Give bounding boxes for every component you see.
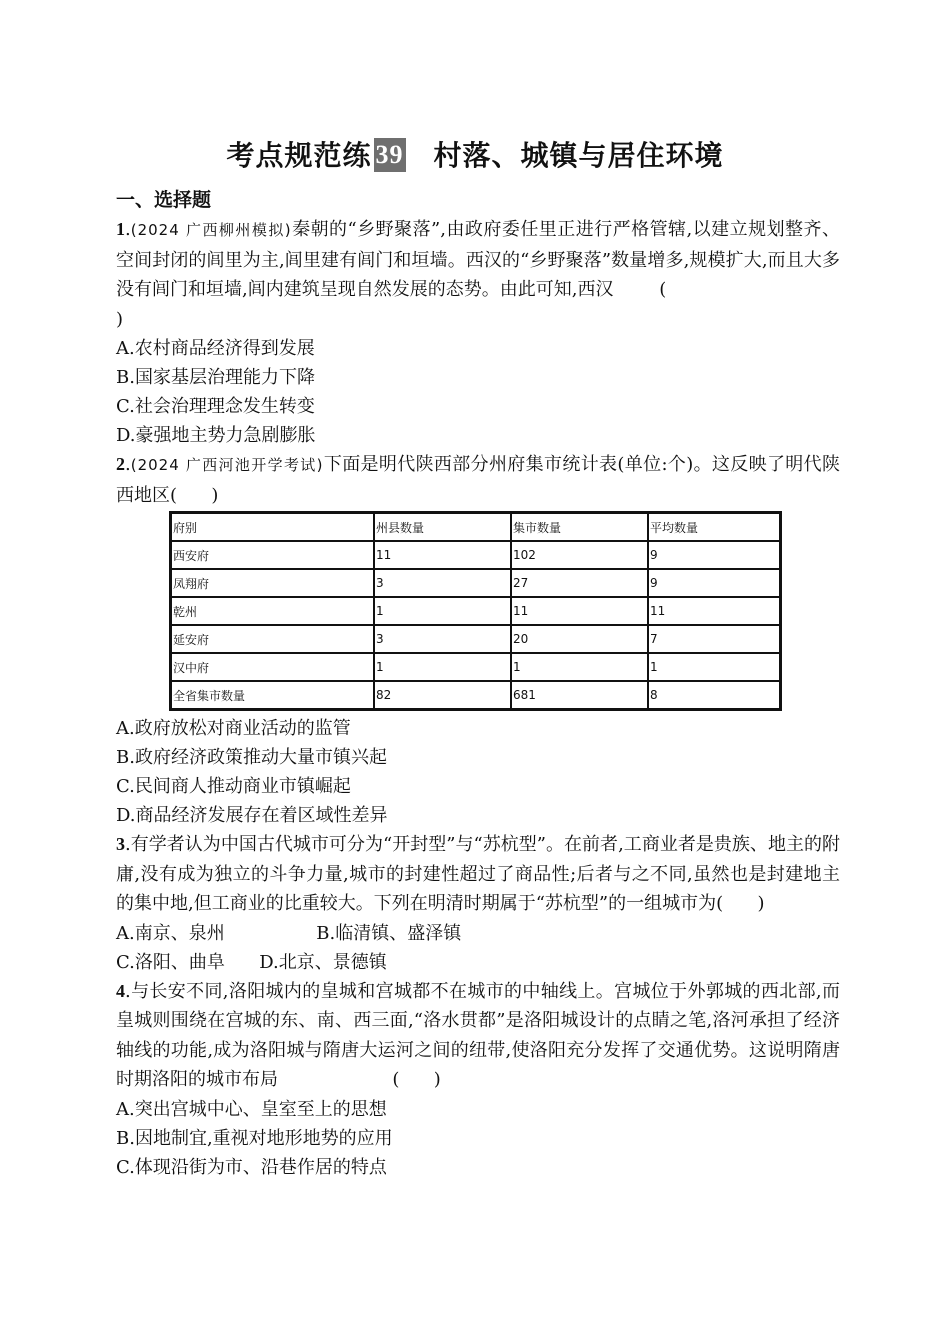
table-cell: 3 [374,625,511,653]
table-cell: 8 [648,681,781,710]
question-2-stem: 2.(2024 广西河池开学考试)下面是明代陕西部分州府集市统计表(单位:个)。这反映了明代陕西地区( ) [116,454,840,506]
question-1-text: 秦朝的“乡野聚落”,由政府委任里正进行严格管辖,以建立规划整齐、空间封闭的闾里为主,闾里建有闾门和垣墙。西汉的“乡野聚落”数量增多,规模扩大,而且大多没有闾门和垣墙,闾内建筑呈现自然发展的态势。由此可知,西汉 [116,219,840,300]
table-cell: 3 [374,569,511,597]
question-content [116,185,840,1182]
table-cell: 9 [648,541,781,569]
table-cell: 西安府 [171,541,375,569]
question-3-text: .有学者认为中国古代城市可分为“开封型”与“苏杭型”。在前者,工商业者是贵族、地主的附庸,没有成为独立的斗争力量,城市的封建性超过了商品性;后者与之不同,虽然也是封建地主的集中地,但工商业的比重较大。下列在明清时期属于“苏杭型”的一组城市为 [116,834,840,914]
table-cell: 1 [511,653,648,681]
page-title [0,136,950,176]
question-3-option-d: D.北京、景德镇 [259,951,387,973]
title-left: 考点规范练 [226,139,372,172]
question-3-option-a: A.南京、泉州 [116,922,225,944]
table-row [171,597,781,625]
table-row [171,625,781,653]
table-cell: 9 [648,569,781,597]
question-1-number: 1 [116,219,125,239]
table-header-cell: 州县数量 [374,513,511,542]
table-row [171,653,781,681]
question-4-option-a: A.突出宫城中心、皇室至上的思想 [116,1098,387,1120]
table-cell: 11 [374,541,511,569]
table-cell: 11 [511,597,648,625]
table-cell: 11 [648,597,781,625]
table-row [171,569,781,597]
question-2-answer-paren: ( ) [170,484,219,506]
question-3-number: 3 [116,834,125,854]
question-1-stem: 1.(2024 广西柳州模拟)秦朝的“乡野聚落”,由政府委任里正进行严格管辖,以建立规划整齐、空间封闭的闾里为主,闾里建有闾门和垣墙。西汉的“乡野聚落”数量增多,规模扩大,而且大多没有闾门和垣墙,闾内建筑呈现自然发展的态势。由此可知,西汉 ( ) [116,219,840,330]
table-header-cell: 集市数量 [511,513,648,542]
question-4-number: 4 [116,980,125,1001]
question-2-option-d: D.商品经济发展存在着区域性差异 [116,805,388,826]
table-header-row [171,513,781,542]
table-cell: 82 [374,681,511,710]
question-2-option-a: A.政府放松对商业活动的监管 [116,718,351,739]
question-1-option-d: D.豪强地主势力急剧膨胀 [116,425,316,446]
question-1-option-c: C.社会治理理念发生转变 [116,396,315,417]
question-3-options-row-1 [116,919,840,948]
table-row [171,541,781,569]
table-cell: 全省集市数量 [171,681,375,710]
question-2-text: 下面是明代陕西部分州府集市统计表(单位:个)。这反映了明代陕西地区 [116,454,840,506]
question-3-options-row-2 [116,948,840,977]
question-2-option-b: B.政府经济政策推动大量市镇兴起 [116,747,387,768]
question-3-option-b: B.临清镇、盛泽镇 [316,922,462,944]
question-1-option-a: A.农村商品经济得到发展 [116,338,315,359]
question-3-answer-paren: ( ) [716,893,765,914]
table-cell: 1 [374,653,511,681]
table-cell: 凤翔府 [171,569,375,597]
exercise-number-badge: 39 [374,138,406,172]
market-statistics-table [169,511,782,711]
table-cell: 20 [511,625,648,653]
question-4-option-c: C.体现沿街为市、沿巷作居的特点 [116,1156,387,1178]
question-3-stem [116,830,840,919]
table-cell: 延安府 [171,625,375,653]
table-header-cell: 府别 [171,513,375,542]
question-4-option-b: B.因地制宜,重视对地形地势的应用 [116,1127,393,1149]
table-cell: 7 [648,625,781,653]
question-4-text: .与长安不同,洛阳城内的皇城和宫城都不在城市的中轴线上。宫城位于外郭城的西北部,而皇城则围绕在宫城的东、南、西三面,“洛水贯都”是洛阳城设计的点睛之笔,洛河承担了经济轴线的功能,成为洛阳城与隋唐大运河之间的纽带,使洛阳充分发挥了交通优势。这说明隋唐时期洛阳的城市布局 [116,980,840,1090]
table-cell: 681 [511,681,648,710]
question-2-number: 2 [116,454,125,474]
question-3-option-c: C.洛阳、曲阜 [116,951,225,973]
question-2-option-c: C.民间商人推动商业市镇崛起 [116,776,351,797]
question-1-answer-paren: ( ) [116,279,667,330]
table-cell: 乾州 [171,597,375,625]
table-header-cell: 平均数量 [648,513,781,542]
question-4-stem [116,977,840,1095]
table-cell: 27 [511,569,648,597]
title-right: 村落、城镇与居住环境 [433,139,724,172]
table-cell: 1 [374,597,511,625]
question-2-source: (2024 广西河池开学考试) [130,456,324,474]
table-cell: 汉中府 [171,653,375,681]
question-1-option-b: B.国家基层治理能力下降 [116,367,315,388]
question-4-answer-paren: ( ) [278,1069,441,1090]
table-cell: 102 [511,541,648,569]
section-heading: 一、选择题 [116,189,212,211]
table-cell: 1 [648,653,781,681]
table-row [171,681,781,710]
question-1-source: (2024 广西柳州模拟) [130,221,292,239]
